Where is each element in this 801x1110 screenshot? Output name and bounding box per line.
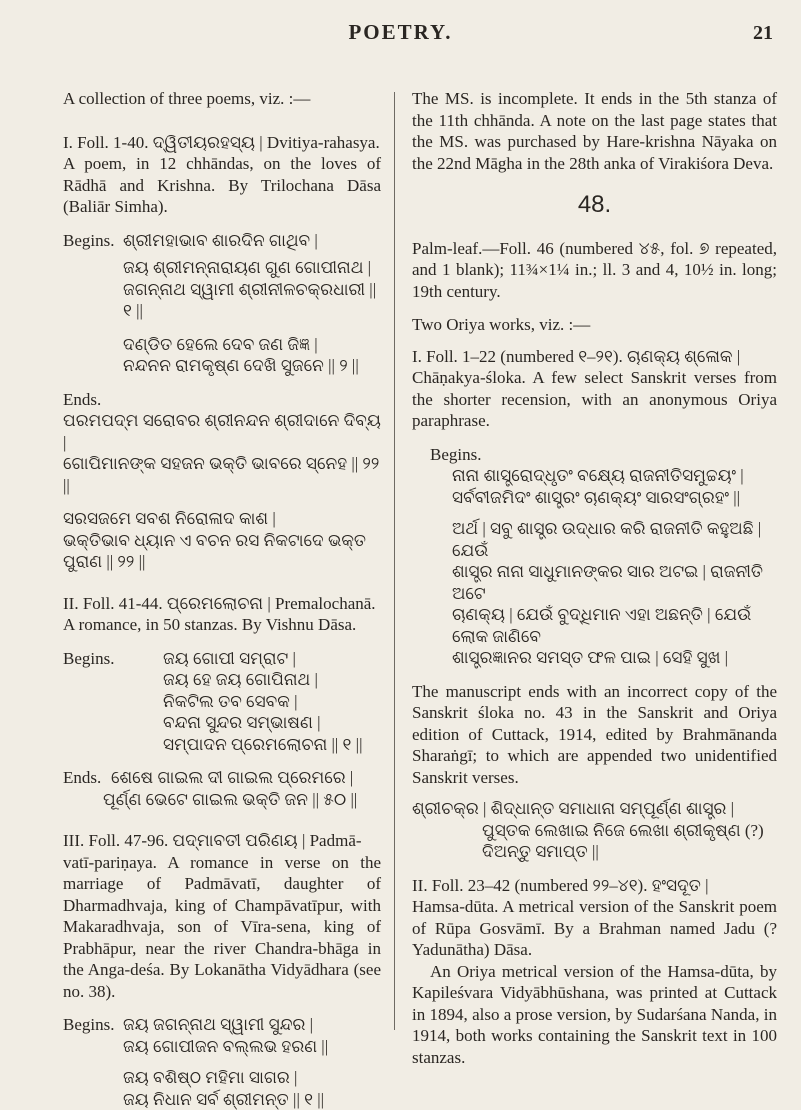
entry-1-heading: I. Foll. 1–22 (numbered ୧–୨୧). ଚାଣକ୍ୟ ଶ୍ଳୋକ | (412, 346, 777, 368)
ends-label: Ends. (63, 767, 111, 789)
verse-line: ଶାସ୍ତ୍ରଜ୍ଞାନର ସମସ୍ତ ଫଳ ପାଇ | ସେହି ସୁଖ | (452, 647, 777, 669)
verse-line: ଦଣ୍ଡିତ ହେଲେ ଦେବ ଜଣ ଜିଜ୍ଞ | (123, 334, 381, 356)
verse-line: ଶାସ୍ତ୍ର ନାନା ସାଧୁମାନଙ୍କର ସାର ଅଟଇ | ରାଜନୀତି ଅଟେ (452, 561, 777, 604)
entry-3-description: vatī-pariṇaya. A romance in verse on the marriage of Padmāvatī, daughter of Dharmadhvaja, king of Champāvatīpur, with Makaradhvaja, son of Vīra-sena, king of Prabhāpur, near the river Chandra-bhāga in the Anga-deśa. By Lokanātha Vidyādhara (see no. 38). (63, 852, 381, 1003)
ends-label: Ends. (63, 389, 381, 411)
entry-1-begins (63, 230, 381, 377)
verse-line: ଜୟ ବଶିଷ୍ଠ ମହିମା ସାଗର | (123, 1067, 381, 1089)
page-number: 21 (753, 22, 773, 45)
entry-2-ends (63, 767, 381, 810)
verse-line: ଅର୍ଥ | ସବୁ ଶାସ୍ତ୍ର ଉଦ୍ଧାର କରି ରାଜନୀତି କହୁଅଛି | ଯେଉଁ (452, 518, 777, 561)
verse-line: ଗୋପିମାନଙ୍କ ସହଜନ ଭକ୍ତି ଭାବରେ ସ୍ନେହ || ୨୨ || (63, 453, 381, 496)
verse-line: ଜୟ ଶ୍ରୀମନ୍ନାରାୟଣ ଗୁଣ ଗୋପୀନାଥ | (123, 257, 381, 279)
manuscript-ending-note: The manuscript ends with an incorrect copy of the Sanskrit śloka no. 43 in the Sanskrit and Oriya edition of Cuttack, 1914, edited by Brahmānanda Sharaṅgī; to which are appended two unidentified Sanskrit verses. (412, 681, 777, 789)
entry-2-begins (63, 648, 381, 756)
manuscript-number: 48. (412, 194, 777, 216)
ms-note: The MS. is incomplete. It ends in the 5th stanza of the 11th chhānda. A note on the last page states that the MS. was purchased by Hare-krishna Nāyaka on the 22nd Māgha in the 28th anka of Virakiśora Deva. (412, 88, 777, 174)
entry-1-ends (63, 389, 381, 573)
entry-3-begins (63, 1014, 381, 1110)
verse-line: ଜୟ ଗୋପୀଜନ ବଲ୍ଲଭ ହରଣ || (123, 1036, 381, 1058)
entry-2-heading: II. Foll. 23–42 (numbered ୨୨–୪୧). ହଂସଦୂତ | (412, 875, 777, 897)
entry-3-heading: III. Foll. 47-96. ପଦ୍ମାବତୀ ପରିଣୟ | Padmā- (63, 830, 381, 852)
verse-line: ଜୟ ନିଧାନ ସର୍ବ ଶ୍ରୀମନ୍ତ || ୧ || (123, 1089, 381, 1110)
intro-text: A collection of three poems, viz. :— (63, 88, 381, 110)
verse-line: ନନ୍ଦନନ ରାମକୃଷ୍ଣ ଦେଖି ସୁଜନେ || ୨ || (123, 355, 381, 377)
verse-line: ଜୟ ଜଗନ୍ନାଥ ସ୍ୱାମୀ ସୁନ୍ଦର | (123, 1015, 313, 1034)
page-header (0, 20, 801, 60)
verse-line: ଜୟ ଗୋପୀ ସମ୍ରାଟ | (163, 649, 296, 668)
verse-line: ପରମପଦ୍ମ ସରୋବର ଶ୍ରୀନନ୍ଦନ ଶ୍ରୀଦାନେ ଦିବ୍ୟ | (63, 410, 381, 453)
verse-line: ପୂର୍ଣ୍ଣ ଭେଟେ ଗାଇଲ ଭକ୍ତି ଜନ || ୫୦ || (63, 789, 381, 811)
verse-line: ଶ୍ରୀଚକ୍ର | ଶିଦ୍ଧାନ୍ତ ସମାଧାନା ସମ୍ପୂର୍ଣ୍ଣ ଶାସ୍ତ୍ର | (412, 798, 777, 820)
verse-line: ସରସଜମେ ସବଶ ନିରୋଳାଦ କାଶ | (63, 508, 381, 530)
verse-line: ସର୍ବବୀଜମିଦଂ ଶାସ୍ତ୍ରଂ ଚାଣକ୍ୟଂ ସାରସଂଗ୍ରହଂ || (452, 487, 777, 509)
left-column (63, 88, 381, 1110)
verse-line: ଜୟ ହେ ଜୟ ଗୋପିନାଥ | (163, 669, 381, 691)
entry-2-description: A romance, in 50 stanzas. By Vishnu Dāsa. (63, 614, 381, 636)
verse-line: ପୁସ୍ତକ ଲେଖାଇ ନିଜେ ଲେଖା ଶ୍ରୀକୃଷ୍ଣ (?) ଦିଅନ୍ତୁ ସମାପ୍ତ || (412, 820, 777, 863)
begins-label: Begins. (63, 1014, 123, 1036)
verse-line: ଭକ୍ତିଭାବ ଧ୍ୟାନ ଏ ବଚନ ରସ ନିକଟାଦେ ଭକ୍ତ ପୁରାଣ || ୨୨ || (63, 530, 381, 573)
entry-1-heading: I. Foll. 1-40. ଦ୍ୱିତୀୟରହସ୍ୟ | Dvitiya-rahasya. (63, 132, 381, 154)
begins-label: Begins. (63, 230, 123, 252)
verse-line: ଶ୍ରୀମହାଭାବ ଶାରଦିନ ଗାଥିବ | (123, 231, 318, 250)
verse-line: ନାନା ଶାସ୍ତ୍ରୋଦ୍ଧୃତଂ ବକ୍ଷ୍ୟେ ରାଜନୀତିସମୁଚ୍ଚୟଂ | (452, 465, 777, 487)
works-intro: Two Oriya works, viz. :— (412, 314, 777, 336)
begins-label: Begins. (412, 444, 777, 466)
verse-line: ସମ୍ପାଦନ ପ୍ରେମଲୋଚନା || ୧ || (163, 734, 381, 756)
palm-leaf-description: Palm-leaf.—Foll. 46 (numbered ୪୫, fol. ୭ repeated, and 1 blank); 11¾×1¼ in.; ll. 3 and 4, 10½ in. long; 19th century. (412, 238, 777, 303)
oriya-paraphrase (412, 518, 777, 669)
verse-line: ନିକଟିଲ ତବ ସେବକ | (163, 691, 381, 713)
entry-1-description: A poem, in 12 chhāndas, on the loves of Rādhā and Krishna. By Trilochana Dāsa (Baliār Simha). (63, 153, 381, 218)
entry-2-heading: II. Foll. 41-44. ପ୍ରେମଲୋଚନା | Premalochanā. (63, 593, 381, 615)
verse-line: ବନ୍ଦନା ସୁନ୍ଦର ସମ୍ଭାଷଣ | (163, 712, 381, 734)
verse-line: ଚାଣକ୍ୟ | ଯେଉଁ ବୁଦ୍ଧିମାନ ଏହା ଅଛନ୍ତି | ଯେଉଁ ଲୋକ ଜାଣିବେ (452, 604, 777, 647)
entry-2-description: Hamsa-dūta. A metrical version of the Sanskrit poem of Rūpa Gosvāmī. By a Brahman named Jadu (? Yadunātha) Dāsa. (412, 896, 777, 961)
closing-verse (412, 798, 777, 863)
entry-1-description: Chāṇakya-śloka. A few select Sanskrit verses from the shorter recension, with an anonymous Oriya paraphrase. (412, 367, 777, 432)
sanskrit-verse (412, 465, 777, 508)
column-divider (394, 92, 395, 1030)
running-title: POETRY. (0, 20, 801, 45)
right-column (412, 88, 777, 1068)
begins-label: Begins. (63, 648, 163, 670)
closing-note: An Oriya metrical version of the Hamsa-dūta, by Kapileśvara Vidyābhūshana, was printed at Cuttack in 1894, also a prose version, by Sudarśana Nanda, in 1914, both works containing the Sanskrit text in 100 stanzas. (412, 961, 777, 1069)
verse-line: ଶେଷେ ଗାଇଲ ଦୀ ଗାଇଲ ପ୍ରେମରେ | (111, 768, 353, 787)
verse-line: ଜଗନ୍ନାଥ ସ୍ୱାମୀ ଶ୍ରୀନୀଳଚକ୍ରଧାରୀ || ୧ || (123, 279, 381, 322)
